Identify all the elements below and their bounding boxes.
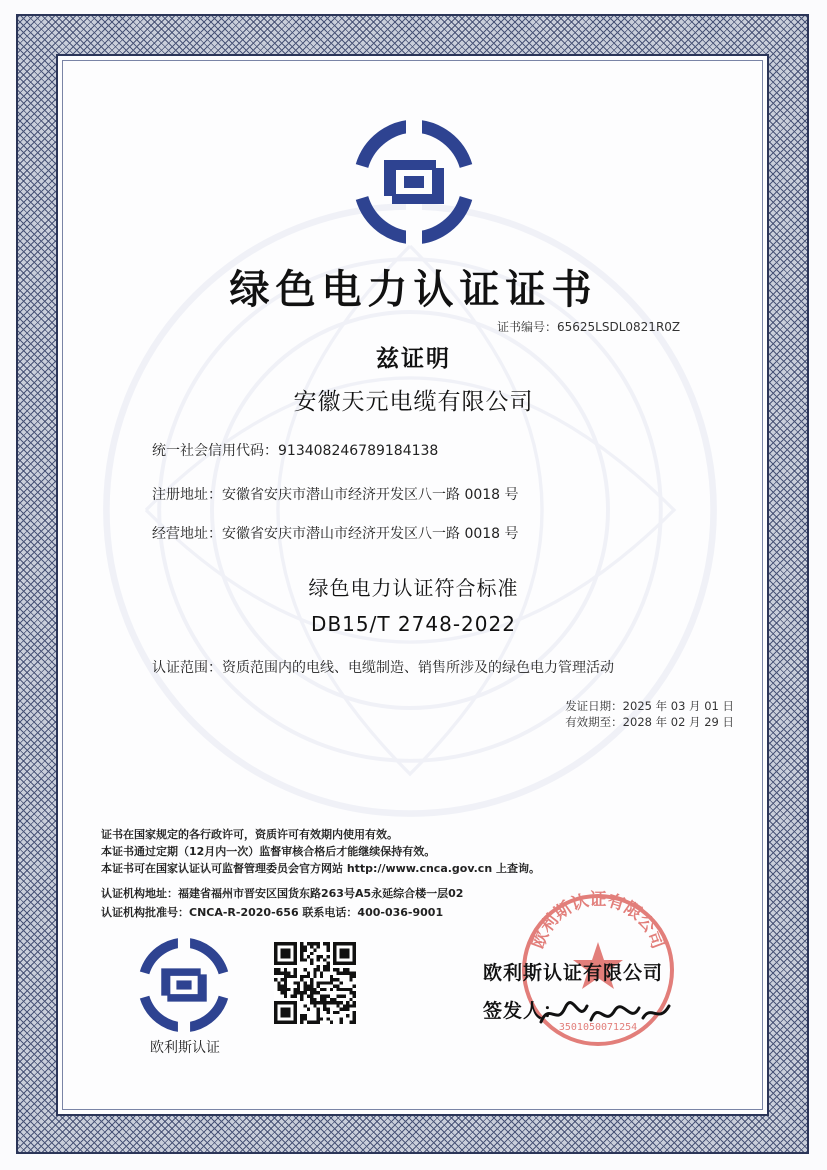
qr-module — [300, 994, 303, 997]
qr-module — [297, 985, 300, 988]
scope-label: 认证范围： — [152, 660, 222, 676]
qr-module — [353, 985, 356, 988]
qr-module — [343, 994, 346, 997]
qr-module — [326, 945, 329, 948]
qr-module — [323, 965, 326, 968]
qr-module — [284, 978, 287, 981]
qr-module — [323, 1008, 326, 1011]
qr-module — [307, 985, 310, 988]
qr-module — [287, 988, 290, 991]
qr-module — [294, 975, 297, 978]
qr-module — [333, 998, 336, 1001]
svg-text:欧利斯认证有限公司: 欧利斯认证有限公司 — [528, 890, 668, 952]
qr-module — [281, 978, 284, 981]
qr-module — [320, 994, 323, 997]
qr-module — [310, 958, 313, 961]
qr-module — [300, 1014, 303, 1017]
qr-module — [326, 968, 329, 971]
qr-module — [323, 1004, 326, 1007]
qr-module — [320, 1001, 323, 1004]
qr-module — [320, 972, 323, 975]
qr-module — [353, 975, 356, 978]
qr-module — [300, 945, 303, 948]
qr-module — [310, 952, 313, 955]
qr-module — [313, 942, 316, 945]
qr-module — [313, 968, 316, 971]
qr-module — [310, 991, 313, 994]
qr-module — [304, 985, 307, 988]
qr-module — [304, 1004, 307, 1007]
note-line: 本证书通过定期（12月内一次）监督审核合格后才能继续保持有效。 — [101, 845, 436, 858]
qr-module — [349, 1021, 352, 1024]
qr-module — [346, 968, 349, 971]
qr-module — [290, 994, 293, 997]
qr-module — [353, 1021, 356, 1024]
qr-module — [336, 1001, 339, 1004]
scope-value: 资质范围内的电线、电缆制造、销售所涉及的绿色电力管理活动 — [222, 660, 614, 676]
note-line: 本证书可在国家认证认可监督管理委员会官方网站 http://www.cnca.gov.cn 上查询。 — [101, 862, 540, 875]
qr-module — [284, 994, 287, 997]
qr-module — [274, 978, 277, 981]
qr-module — [284, 991, 287, 994]
qr-module — [310, 1001, 313, 1004]
qr-module — [323, 958, 326, 961]
qr-module — [274, 972, 277, 975]
note-line: 证书在国家规定的各行政许可，资质许可有效期内使用有效。 — [101, 828, 398, 841]
qr-module — [310, 978, 313, 981]
qr-module — [346, 1014, 349, 1017]
qr-module — [340, 1021, 343, 1024]
qr-code-icon[interactable] — [274, 942, 356, 1024]
qr-module — [310, 981, 313, 984]
standard-code: DB15/T 2748-2022 — [311, 612, 516, 636]
qr-module — [307, 994, 310, 997]
credit-code-line — [152, 440, 438, 460]
qr-module — [353, 1017, 356, 1020]
qr-module — [300, 1021, 303, 1024]
qr-module — [300, 1017, 303, 1020]
qr-module — [317, 1011, 320, 1014]
qr-module — [340, 1008, 343, 1011]
qr-module — [300, 952, 303, 955]
qr-module — [287, 972, 290, 975]
qr-module — [320, 981, 323, 984]
qr-module — [307, 972, 310, 975]
qr-module — [326, 955, 329, 958]
qr-module — [336, 1011, 339, 1014]
qr-module — [310, 985, 313, 988]
qr-module — [304, 958, 307, 961]
qr-module — [304, 991, 307, 994]
qr-module — [349, 988, 352, 991]
qr-module — [353, 994, 356, 997]
qr-module — [310, 994, 313, 997]
qr-module — [353, 972, 356, 975]
qr-module — [317, 942, 320, 945]
qr-module — [294, 988, 297, 991]
qr-module — [290, 975, 293, 978]
qr-module — [323, 988, 326, 991]
qr-module — [320, 975, 323, 978]
qr-module — [281, 985, 284, 988]
qr-module — [340, 988, 343, 991]
qr-module — [330, 975, 333, 978]
qr-module — [326, 949, 329, 952]
qr-module — [323, 942, 326, 945]
qr-module — [340, 1017, 343, 1020]
qr-module — [330, 978, 333, 981]
qr-module — [300, 991, 303, 994]
qr-module — [304, 945, 307, 948]
qr-module — [343, 972, 346, 975]
qr-module — [277, 972, 280, 975]
qr-module — [346, 972, 349, 975]
qr-module — [317, 1014, 320, 1017]
qr-module — [323, 968, 326, 971]
qr-module — [304, 1017, 307, 1020]
qr-module — [281, 972, 284, 975]
qr-module — [274, 968, 277, 971]
certificate-number: 证书编号：65625LSDL0821R0Z — [497, 320, 681, 334]
qr-module — [349, 972, 352, 975]
qr-module — [336, 972, 339, 975]
qr-module — [317, 1021, 320, 1024]
qr-module — [343, 988, 346, 991]
qr-module — [320, 955, 323, 958]
qr-module — [300, 998, 303, 1001]
certificate-title: 绿色电力认证证书 — [229, 267, 598, 313]
qr-module — [307, 955, 310, 958]
qr-module — [313, 1004, 316, 1007]
qr-module — [300, 975, 303, 978]
qr-module — [307, 988, 310, 991]
credit-code-label: 统一社会信用代码： — [152, 443, 278, 459]
qr-module — [333, 968, 336, 971]
qr-module — [313, 998, 316, 1001]
qr-module — [346, 1004, 349, 1007]
qr-module — [294, 994, 297, 997]
qr-module — [317, 958, 320, 961]
qr-module — [313, 988, 316, 991]
qr-module — [330, 1021, 333, 1024]
qr-module — [284, 981, 287, 984]
qr-module — [277, 981, 280, 984]
qr-module — [336, 985, 339, 988]
qr-module — [297, 988, 300, 991]
qr-module — [284, 972, 287, 975]
qr-module — [304, 988, 307, 991]
qr-module — [297, 991, 300, 994]
business-address-value: 安徽省安庆市潜山市经济开发区八一路 0018 号 — [222, 526, 519, 542]
company-name: 安徽天元电缆有限公司 — [293, 389, 534, 415]
qr-module — [349, 991, 352, 994]
qr-module — [310, 942, 313, 945]
qr-module — [294, 972, 297, 975]
business-address-line — [152, 523, 519, 543]
qr-module — [310, 988, 313, 991]
qr-module — [277, 985, 280, 988]
qr-module — [336, 978, 339, 981]
qr-module — [284, 975, 287, 978]
qr-module — [317, 955, 320, 958]
qr-module — [300, 942, 303, 945]
qr-module — [300, 978, 303, 981]
qr-module — [353, 1014, 356, 1017]
standard-title: 绿色电力认证符合标准 — [308, 576, 519, 600]
qr-module — [330, 1001, 333, 1004]
qr-module — [343, 1008, 346, 1011]
qr-module — [294, 981, 297, 984]
qr-module — [346, 1008, 349, 1011]
qr-module — [353, 1004, 356, 1007]
qr-module — [340, 1001, 343, 1004]
qr-module — [326, 1011, 329, 1014]
qr-module — [284, 985, 287, 988]
qr-module — [304, 975, 307, 978]
qr-module — [307, 942, 310, 945]
qr-module — [326, 981, 329, 984]
qr-module — [346, 988, 349, 991]
qr-module — [330, 981, 333, 984]
qr-module — [346, 1001, 349, 1004]
qr-module — [320, 998, 323, 1001]
qr-module — [326, 942, 329, 945]
qr-module — [317, 985, 320, 988]
qr-module — [317, 1008, 320, 1011]
signer-label: 签发人： — [483, 1000, 564, 1022]
logo-label: 欧利斯认证 — [150, 1040, 220, 1056]
qr-module — [330, 998, 333, 1001]
qr-module — [313, 972, 316, 975]
note-line: 认证机构地址：福建省福州市晋安区国货东路263号A5永延综合楼一层02 — [101, 887, 464, 900]
qr-module — [304, 968, 307, 971]
qr-module — [304, 1014, 307, 1017]
qr-module — [310, 998, 313, 1001]
qr-module — [323, 981, 326, 984]
registered-address-label: 注册地址： — [152, 487, 222, 503]
qr-module — [317, 945, 320, 948]
qr-module — [333, 985, 336, 988]
qr-module — [323, 998, 326, 1001]
qr-module — [313, 1001, 316, 1004]
qr-module — [313, 975, 316, 978]
qr-module — [317, 981, 320, 984]
qr-module — [313, 949, 316, 952]
qr-module — [349, 998, 352, 1001]
registered-address-value: 安徽省安庆市潜山市经济开发区八一路 0018 号 — [222, 487, 519, 503]
qr-module — [310, 962, 313, 965]
qr-module — [287, 975, 290, 978]
handwritten-signature — [535, 994, 675, 1034]
qr-module — [317, 991, 320, 994]
qr-module — [313, 1021, 316, 1024]
qr-module — [330, 988, 333, 991]
qr-module — [343, 968, 346, 971]
certification-logo-small-icon — [138, 938, 230, 1032]
qr-module — [307, 1021, 310, 1024]
certification-logo-icon — [354, 120, 474, 244]
qr-module — [326, 1017, 329, 1020]
declaration: 兹证明 — [376, 346, 451, 372]
qr-module — [336, 994, 339, 997]
qr-module — [333, 1011, 336, 1014]
qr-module — [317, 1001, 320, 1004]
business-address-label: 经营地址： — [152, 526, 222, 542]
note-line: 认证机构批准号：CNCA-R-2020-656 联系电话：400-036-9001 — [101, 906, 444, 919]
issuer-name: 欧利斯认证有限公司 — [483, 962, 664, 984]
qr-module — [353, 991, 356, 994]
qr-module — [323, 1001, 326, 1004]
credit-code-value: 913408246789184138 — [278, 443, 439, 459]
svg-text:3501050071254: 3501050071254 — [558, 1022, 638, 1033]
issue-date: 发证日期：2025 年 03 月 01 日 — [565, 699, 734, 713]
qr-module — [333, 1001, 336, 1004]
qr-module — [307, 975, 310, 978]
qr-module — [310, 1021, 313, 1024]
qr-module — [333, 978, 336, 981]
qr-module — [320, 1017, 323, 1020]
qr-module — [326, 1001, 329, 1004]
qr-module — [277, 968, 280, 971]
qr-module — [300, 949, 303, 952]
qr-module — [336, 1004, 339, 1007]
qr-module — [340, 981, 343, 984]
qr-module — [317, 1017, 320, 1020]
qr-module — [349, 975, 352, 978]
qr-module — [300, 958, 303, 961]
qr-module — [300, 955, 303, 958]
qr-module — [294, 991, 297, 994]
qr-module — [326, 965, 329, 968]
qr-module — [313, 991, 316, 994]
qr-module — [284, 988, 287, 991]
qr-module — [336, 968, 339, 971]
expiry-date: 有效期至：2028 年 02 月 29 日 — [565, 715, 734, 729]
qr-module — [304, 981, 307, 984]
qr-module — [320, 988, 323, 991]
qr-module — [277, 988, 280, 991]
qr-module — [326, 1008, 329, 1011]
qr-module — [353, 1011, 356, 1014]
qr-module — [336, 988, 339, 991]
qr-module — [326, 994, 329, 997]
qr-module — [310, 945, 313, 948]
qr-module — [284, 968, 287, 971]
qr-module — [281, 991, 284, 994]
qr-module — [323, 994, 326, 997]
qr-module — [340, 994, 343, 997]
qr-module — [307, 1008, 310, 1011]
qr-module — [297, 981, 300, 984]
qr-module — [353, 1001, 356, 1004]
qr-module — [317, 965, 320, 968]
qr-module — [281, 988, 284, 991]
qr-module — [349, 1004, 352, 1007]
scope-line — [152, 657, 614, 677]
registered-address-line — [152, 484, 519, 504]
qr-module — [294, 968, 297, 971]
qr-module — [349, 978, 352, 981]
qr-module — [340, 972, 343, 975]
qr-module — [326, 962, 329, 965]
qr-module — [304, 949, 307, 952]
qr-module — [317, 968, 320, 971]
qr-module — [343, 1004, 346, 1007]
